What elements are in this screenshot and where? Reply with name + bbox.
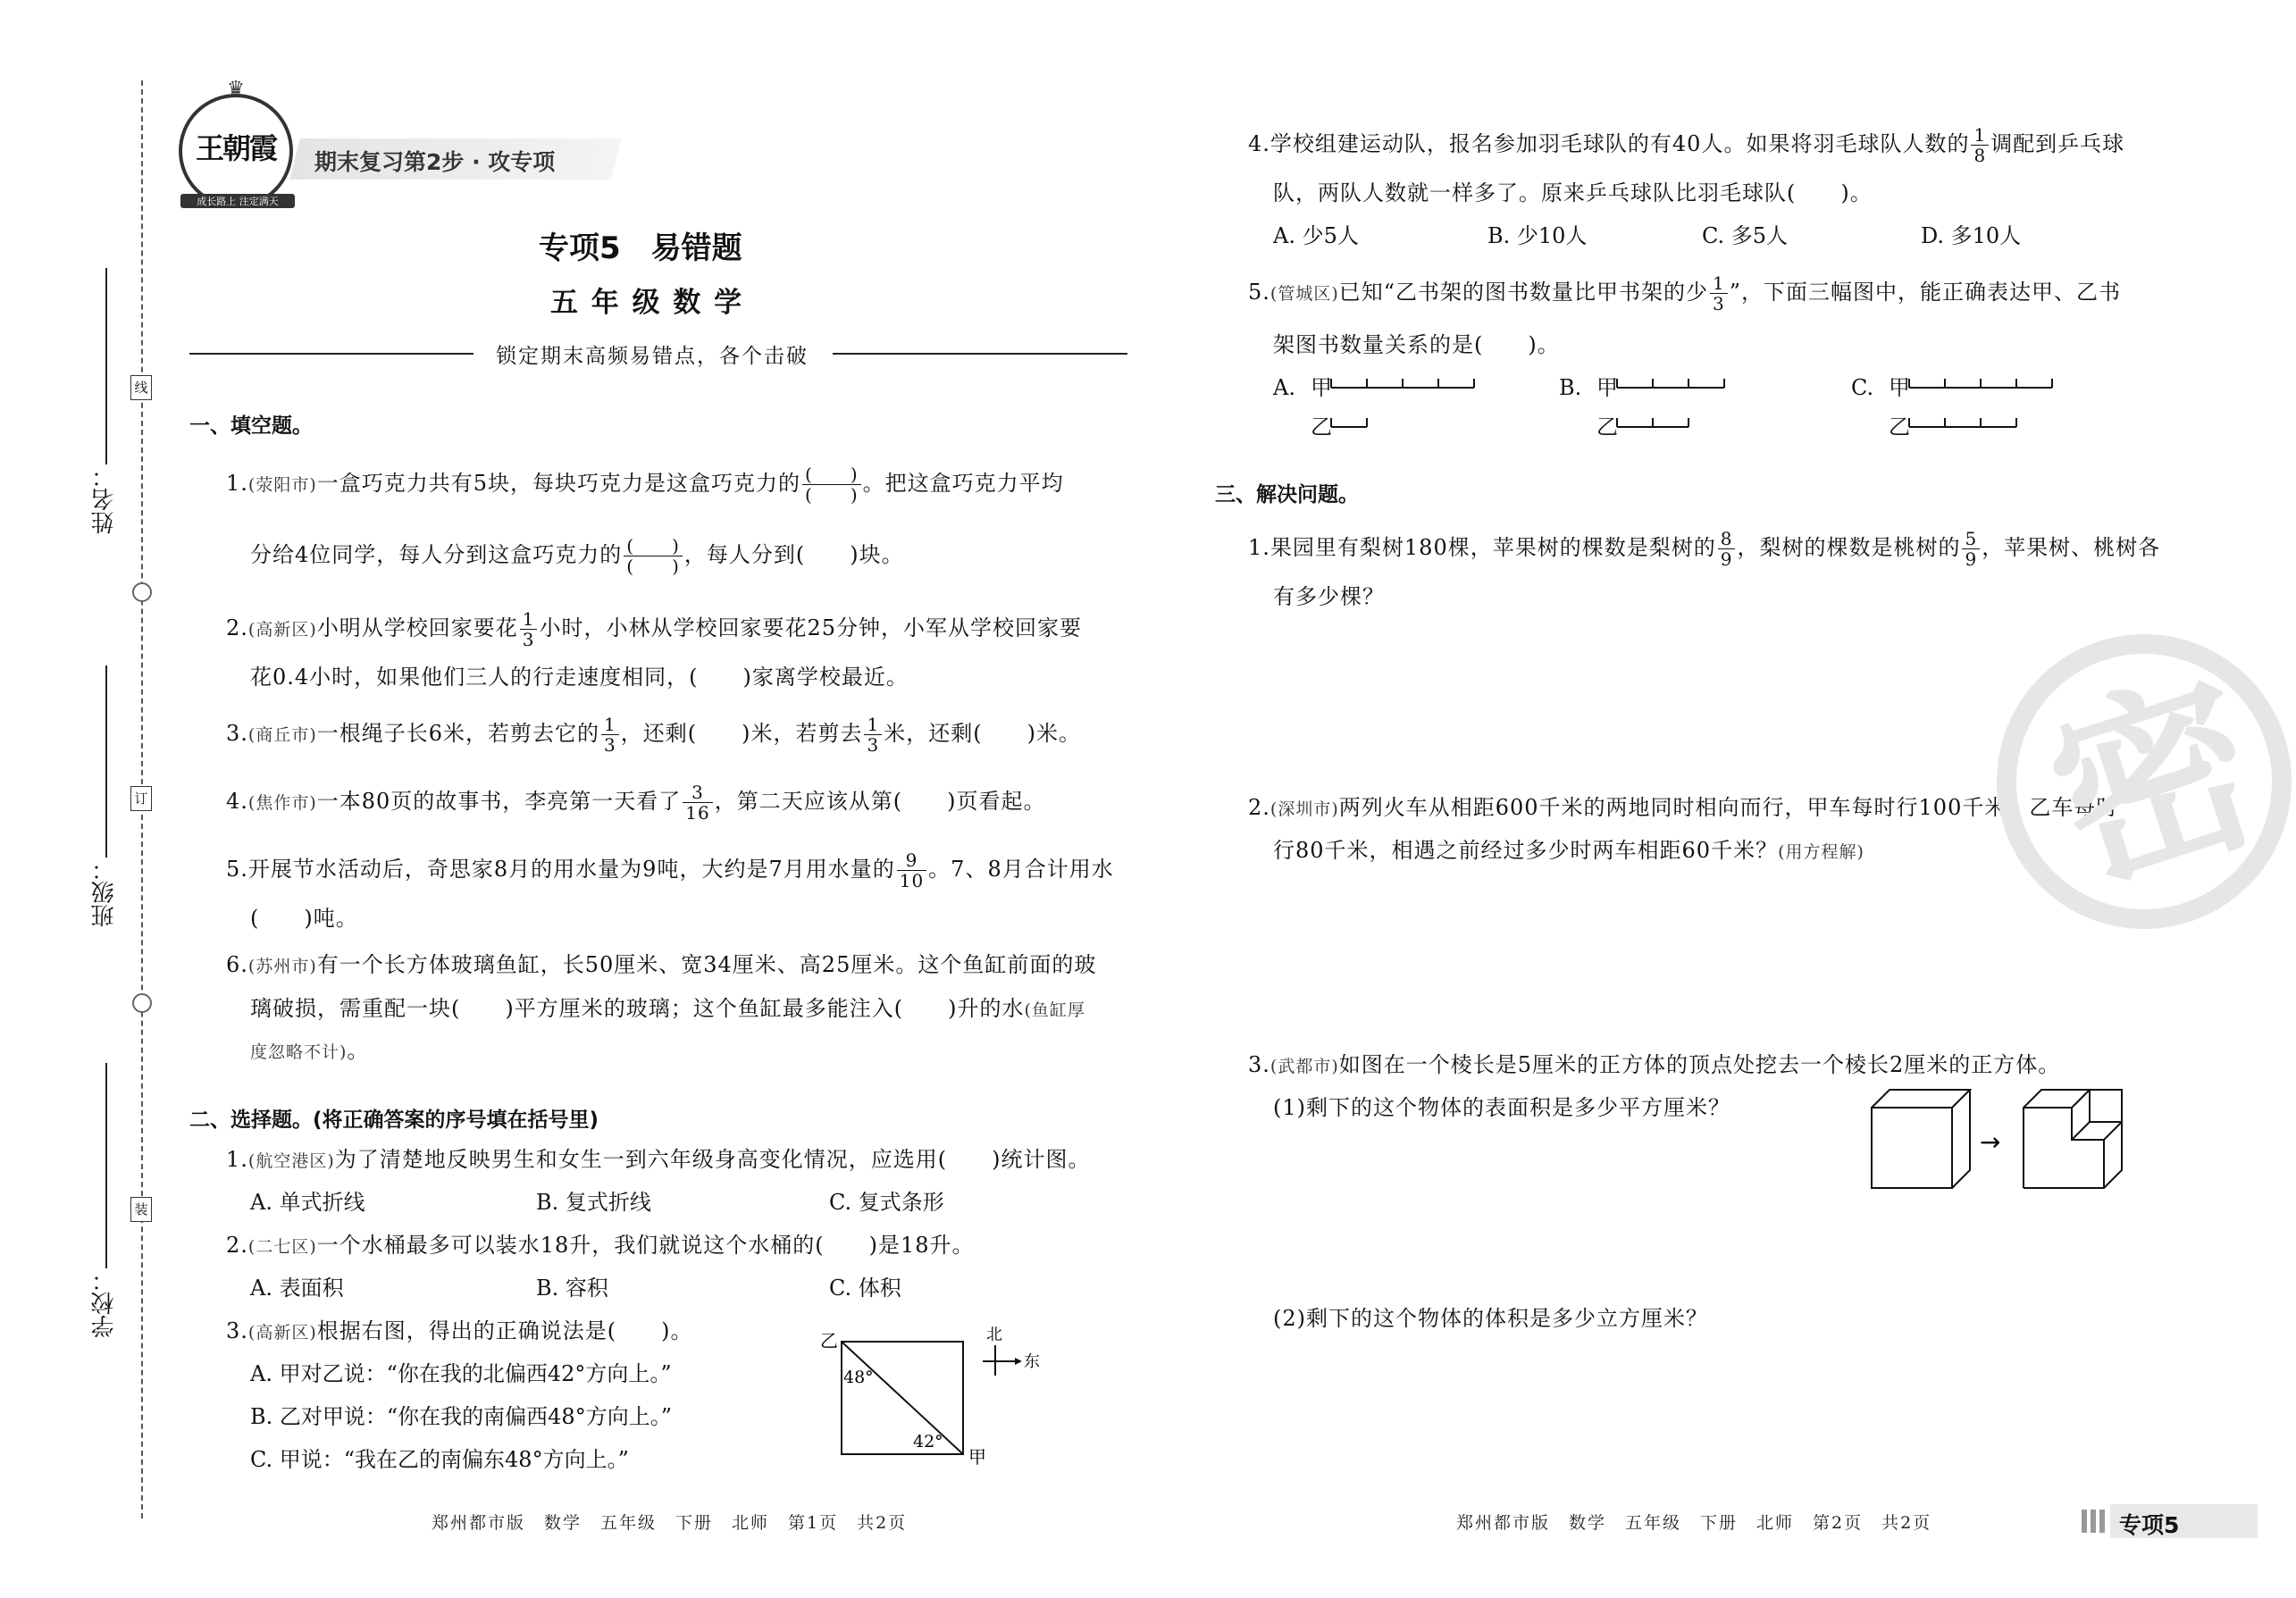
s2-q3-option-a: A. 甲对乙说：“你在我的北偏西42°方向上。”: [250, 1361, 672, 1386]
segment-bar-a-yi: [1331, 418, 1367, 427]
logo-subtext: 成长路上 注定满天: [180, 194, 295, 208]
footer-tab-pattern: [2082, 1510, 2105, 1533]
footer-left: 郑州都市版 数学 五年级 下册 北师 第1页 共2页: [432, 1513, 908, 1533]
s3-q1-line2: 有多少棵？: [1273, 584, 1385, 609]
s2-q5-option-b-jia: 甲: [1596, 375, 1618, 400]
s2-q2-option-a: A. 表面积: [250, 1276, 344, 1301]
s2-q3: 3.(高新区)根据右图，得出的正确说法是( )。: [226, 1318, 693, 1343]
s1-q1-blank-fraction-2: $\frac{( )}{( )}$: [624, 536, 683, 576]
watermark-char: 密: [2025, 644, 2284, 923]
compass-east-arrow: [1015, 1358, 1022, 1365]
diagram-diagonal: [842, 1342, 963, 1454]
seal-char-xian: 线: [130, 375, 152, 400]
s1-q6-line3: 度忽略不计)。: [250, 1038, 370, 1063]
footer-right: 郑州都市版 数学 五年级 下册 北师 第2页 共2页: [1456, 1513, 1932, 1533]
tagline-rule-right: [833, 353, 1127, 355]
tagline-rule-left: [189, 353, 473, 355]
seal-char-zhuang: 装: [130, 1197, 152, 1222]
s3-q3-sub2: (2)剩下的这个物体的体积是多少立方厘米？: [1273, 1306, 1708, 1331]
logo-text: 王朝霞: [195, 131, 276, 165]
s2-q5-option-a-yi: 乙: [1311, 414, 1332, 439]
s2-q5-option-b-letter: B.: [1559, 375, 1582, 400]
transform-arrow: →: [1980, 1127, 2001, 1157]
s1-q1-line1: 1.(荥阳市)一盒巧克力共有5块，每块巧克力是这盒巧克力的 $\frac{( )}{( )}$ 。把这盒巧克力平均: [226, 464, 1064, 506]
seal-char-ding: 订: [130, 786, 152, 811]
class-field[interactable]: [105, 665, 107, 858]
watermark-seal: [1997, 634, 2292, 929]
s2-q1-option-a: A. 单式折线: [250, 1190, 365, 1215]
diagram-label-jia: 甲: [968, 1446, 986, 1468]
s2-q1-option-c: C. 复式条形: [829, 1190, 944, 1215]
s2-q3-option-c: C. 甲说：“我在乙的南偏东48°方向上。”: [250, 1447, 629, 1472]
s2-q5-option-a-jia: 甲: [1311, 375, 1332, 400]
segment-bar-a-jia: [1331, 379, 1474, 388]
tagline: 锁定期末高频易错点，各个击破: [496, 345, 809, 368]
class-label: 班级：: [91, 858, 118, 927]
page-subtitle: 五 年 级 数 学: [550, 287, 744, 319]
s1-q1-blank-fraction: $\frac{( )}{( )}$: [802, 464, 861, 505]
name-field[interactable]: [105, 268, 107, 464]
s2-q2: 2.(二七区)一个水桶最多可以装水18升，我们就说这个水桶的( )是18升。: [226, 1233, 975, 1258]
banner-text: 期末复习第2步 · 攻专项: [314, 149, 556, 175]
diagram-label-yi: 乙: [820, 1330, 838, 1351]
segment-bar-c-jia: [1909, 379, 2052, 388]
segment-bar-c-yi: [1909, 418, 2016, 427]
s1-q2-line2: 花0.4小时，如果他们三人的行走速度相同，( )家离学校最近。: [250, 665, 909, 690]
section3-heading: 三、解决问题。: [1215, 483, 1359, 506]
footer-tab: 专项5: [2119, 1512, 2180, 1538]
s2-q4-line2: 队，两队人数就一样多了。原来乒乓球队比羽毛球队( )。: [1273, 180, 1873, 205]
cut-cube: [2024, 1090, 2122, 1188]
s2-q5-option-c-letter: C.: [1851, 375, 1874, 400]
diagram-angle-bottom: 42°: [913, 1432, 943, 1452]
s3-q3-sub1: (1)剩下的这个物体的表面积是多少平方厘米？: [1273, 1095, 1730, 1120]
name-label: 姓名：: [91, 464, 118, 534]
section2-heading: 二、选择题。(将正确答案的序号填在括号里): [189, 1109, 599, 1132]
s2-q4-line1: 4.学校组建运动队，报名参加羽毛球队的有40人。如果将羽毛球队人数的 $\frac{1}{8}$ 调配到乒乓球: [1248, 124, 2125, 166]
segment-diagrams: [1331, 373, 2117, 436]
s2-q2-option-c: C. 体积: [829, 1276, 901, 1301]
s1-q2-line1: 2.(高新区)小明从学校回家要花 $\frac{1}{3}$ 小时，小林从学校回家要花25分钟，小军从学校回家要: [226, 608, 1083, 650]
compass-east: 东: [1024, 1352, 1040, 1371]
compass-north: 北: [986, 1326, 1002, 1344]
s3-q1-line1: 1.果园里有梨树180棵，苹果树的棵数是梨树的 $\frac{8}{9}$ ，梨树的棵数是桃树的 $\frac{5}{9}$ ，苹果树、桃树各: [1248, 528, 2161, 570]
s2-q1: 1.(航空港区)为了清楚地反映男生和女生一到六年级身高变化情况，应选用( )统计图。: [226, 1147, 1091, 1172]
logo: [179, 78, 293, 208]
direction-diagram: [804, 1322, 1054, 1468]
s2-q5-line1: 5.(管城区)已知“乙书架的图书数量比甲书架的少 $\frac{1}{3}$ ”，下面三幅图中，能正确表达甲、乙书: [1248, 272, 2122, 314]
s2-q1-option-b: B. 复式折线: [536, 1190, 651, 1215]
logo-crown: ♛: [227, 78, 245, 100]
s2-q5-option-c-jia: 甲: [1889, 375, 1910, 400]
s3-q2-line2: 行80千米，相遇之前经过多少时两车相距60千米？(用方程解): [1273, 838, 1864, 863]
segment-bar-b-yi: [1617, 418, 1688, 427]
binding-hole-bottom: [132, 993, 152, 1013]
school-field[interactable]: [105, 1063, 107, 1268]
section1-heading: 一、填空题。: [189, 414, 313, 438]
s2-q5-option-a-letter: A.: [1273, 375, 1295, 400]
s1-q3: 3.(商丘市)一根绳子长6米，若剪去它的 $\frac{1}{3}$ ，还剩( )米，若剪去 $\frac{1}{3}$ 米，还剩( )米。: [226, 714, 1081, 756]
s1-q5-line1: 5.开展节水活动后，奇思家8月的用水量为9吨，大约是7月用水量的 $\frac{9}{10}$ 。7、8月合计用水: [226, 849, 1114, 891]
s2-q5-option-b-yi: 乙: [1596, 414, 1618, 439]
diagram-angle-top: 48°: [843, 1368, 874, 1387]
s3-q3-line1: 3.(武都市)如图在一个棱长是5厘米的正方体的顶点处挖去一个棱长2厘米的正方体。: [1248, 1052, 2061, 1077]
school-label: 学校：: [91, 1268, 118, 1338]
s2-q2-option-b: B. 容积: [536, 1276, 608, 1301]
s1-q1-line2: 分给4位同学，每人分到这盒巧克力的 $\frac{( )}{( )}$ ，每人分到( )块。: [250, 535, 904, 577]
s1-q5-line2: ( )吨。: [250, 906, 358, 931]
s1-q6-line1: 6.(苏州市)有一个长方体玻璃鱼缸，长50厘米、宽34厘米、高25厘米。这个鱼缸前面的玻: [226, 952, 1097, 977]
s2-q3-option-b: B. 乙对甲说：“你在我的南偏西48°方向上。”: [250, 1404, 672, 1429]
solid-cube: [1872, 1090, 1970, 1188]
s2-q4-option-d: D. 多10人: [1921, 223, 2022, 248]
binding-hole-top: [132, 582, 152, 602]
s2-q4-option-b: B. 少10人: [1487, 223, 1588, 248]
s2-q4-option-c: C. 多5人: [1702, 223, 1789, 248]
s2-q4-option-a: A. 少5人: [1273, 223, 1359, 248]
s1-q6-line2: 璃破损，需重配一块( )平方厘米的玻璃；这个鱼缸最多能注入( )升的水(鱼缸厚: [250, 996, 1085, 1021]
s3-q2-line1: 2.(深圳市)两列火车从相距600千米的两地同时相向而行，甲车每时行100千米，乙车每时: [1248, 795, 2119, 820]
segment-bar-b-jia: [1617, 379, 1724, 388]
page-title: 专项5 易错题: [539, 230, 742, 266]
s1-q4: 4.(焦作市)一本80页的故事书，李亮第一天看了 $\frac{3}{16}$ ，第二天应该从第( )页看起。: [226, 782, 1046, 824]
cube-diagram: [1867, 1085, 2135, 1192]
s2-q5-line2: 架图书数量关系的是( )。: [1273, 332, 1560, 357]
s2-q5-option-c-yi: 乙: [1889, 414, 1910, 439]
